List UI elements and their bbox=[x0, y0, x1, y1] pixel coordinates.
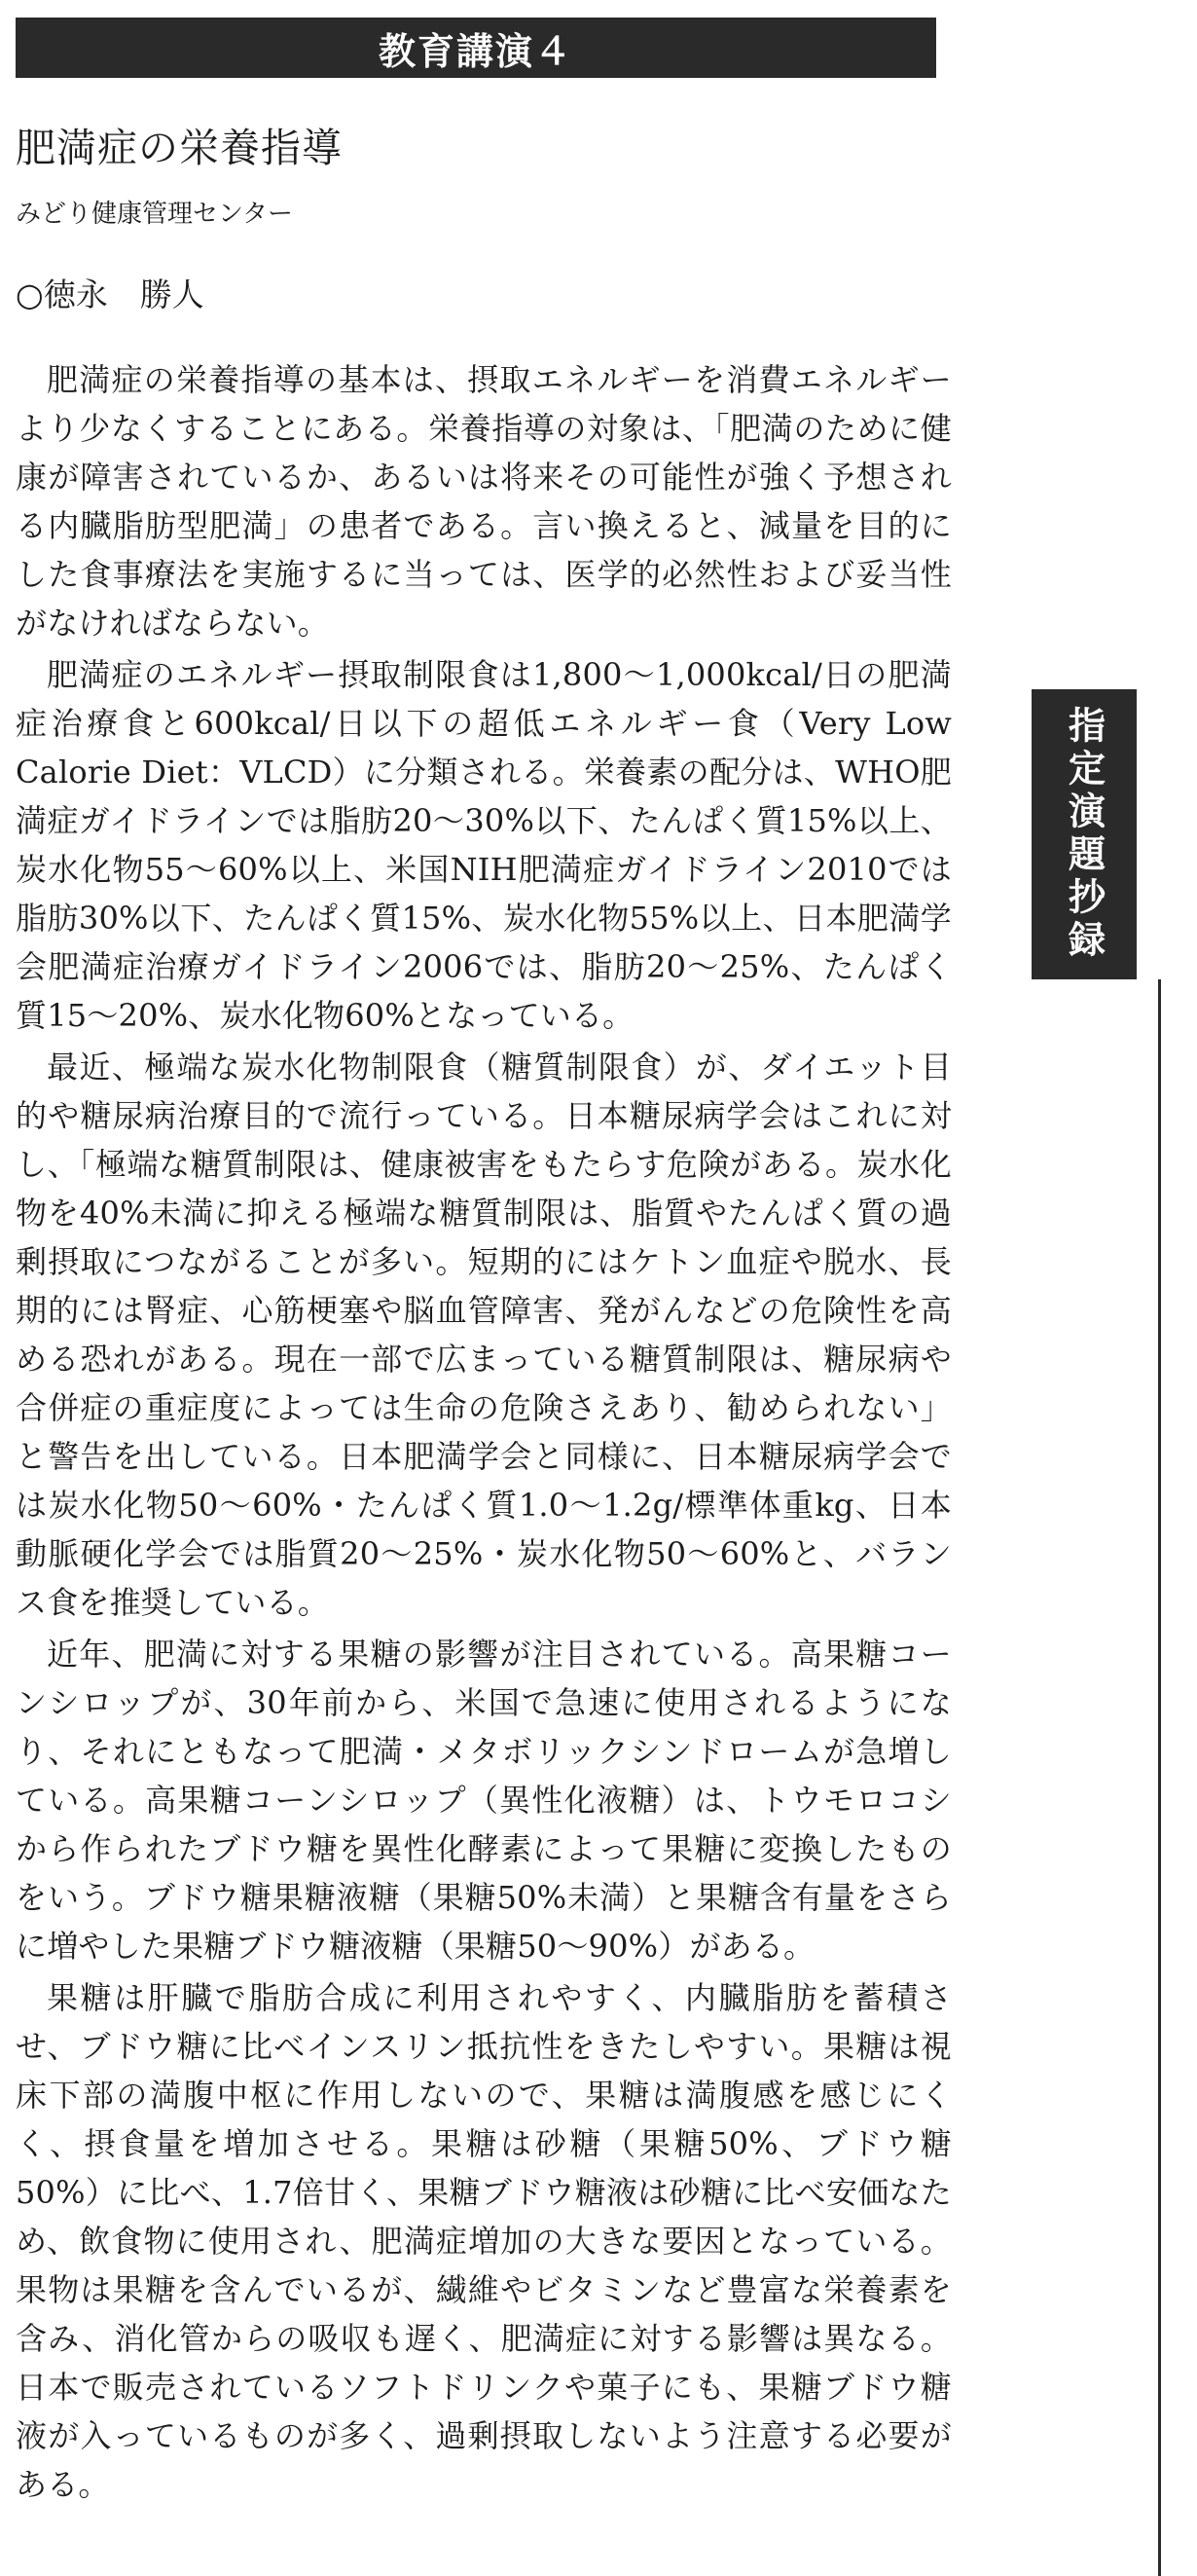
side-section-tab-label: 指定演題抄録 bbox=[1062, 706, 1106, 963]
body-paragraph: 近年、肥満に対する果糖の影響が注目されている。高果糖コーンシロップが、30年前から、米国で急速に使用されるようになり、それにともなって肥満・メタボリックシンドロームが急増している。高果糖コーンシロップ（異性化液糖）は、トウモロコシから作られたブドウ糖を異性化酵素によって果糖に変換したものをいう。ブドウ糖果糖液糖（果糖50%未満）と果糖含有量をさらに増やした果糖ブドウ糖液糖（果糖50～90%）がある。 bbox=[16, 1636, 952, 1965]
author-affiliation: みどり健康管理センター bbox=[16, 200, 293, 229]
body-paragraph: 肥満症のエネルギー摂取制限食は1,800～1,000kcal/日の肥満症治療食と600kcal/日以下の超低エネルギー食（Very Low Calorie Diet：VLCD）に分類される。栄養素の配分は、WHO肥満症ガイドラインでは脂肪20～30%以下、たんぱく質15%以上、炭水化物55～60%以上、米国NIH肥満症ガイドライン2010では脂肪30%以下、たんぱく質15%、炭水化物55%以上、日本肥満学会肥満症治療ガイドライン2006では、脂肪20～25%、たんぱく質15～20%、炭水化物60%となっている。 bbox=[16, 656, 952, 1034]
body-paragraph: 肥満症の栄養指導の基本は、摂取エネルギーを消費エネルギーより少なくすることにある。栄養指導の対象は、「肥満のために健康が障害されているか、あるいは将来その可能性が強く予想される内臓脂肪型肥満」の患者である。言い換えると、減量を目的にした食事療法を実施するに当っては、医学的必然性および妥当性がなければならない。 bbox=[16, 361, 952, 642]
side-section-tab bbox=[1032, 689, 1137, 979]
body-paragraph: 最近、極端な炭水化物制限食（糖質制限食）が、ダイエット目的や糖尿病治療目的で流行っている。日本糖尿病学会はこれに対し、「極端な糖質制限は、健康被害をもたらす危険がある。炭水化物を40%未満に抑える極端な糖質制限は、脂質やたんぱく質の過剰摂取につながることが多い。短期的にはケトン血症や脱水、長期的には腎症、心筋梗塞や脳血管障害、発がんなどの危険性を高める恐れがある。現在一部で広まっている糖質制限は、糖尿病や合併症の重症度によっては生命の危険さえあり、勧められない」と警告を出している。日本肥満学会と同様に、日本糖尿病学会では炭水化物50～60%・たんぱく質1.0～1.2g/標準体重kg、日本動脈硬化学会では脂質20～25%・炭水化物50～60%と、バランス食を推奨している。 bbox=[16, 1049, 952, 1621]
side-margin-rule bbox=[1158, 979, 1161, 2576]
article-title: 肥満症の栄養指導 bbox=[16, 125, 343, 171]
author-name: ○徳永 勝人 bbox=[16, 276, 204, 313]
article-body bbox=[16, 355, 952, 2509]
section-header bbox=[16, 18, 936, 78]
section-header-label: 教育講演４ bbox=[378, 29, 573, 73]
body-paragraph: 果糖は肝臓で脂肪合成に利用されやすく、内臓脂肪を蓄積させ、ブドウ糖に比べインスリン抵抗性をきたしやすい。果糖は視床下部の満腹中枢に作用しないので、果糖は満腹感を感じにくく、摂食量を増加させる。果糖は砂糖（果糖50%、ブドウ糖50%）に比べ、1.7倍甘く、果糖ブドウ糖液は砂糖に比べ安価なため、飲食物に使用され、肥満症増加の大きな要因となっている。果物は果糖を含んでいるが、繊維やビタミンなど豊富な栄養素を含み、消化管からの吸収も遅く、肥満症に対する影響は異なる。日本で販売されているソフトドリンクや菓子にも、果糖ブドウ糖液が入っているものが多く、過剰摂取しないよう注意する必要がある。 bbox=[16, 1979, 952, 2503]
